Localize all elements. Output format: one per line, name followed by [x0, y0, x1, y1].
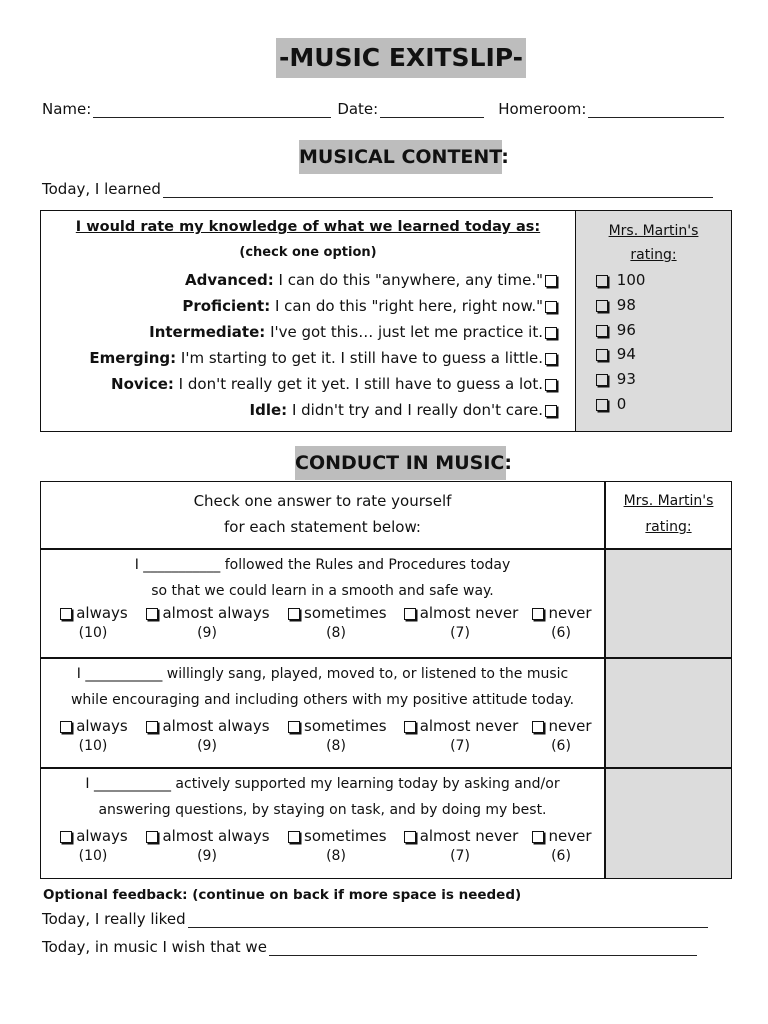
- option-always[interactable]: always (10): [56, 717, 130, 754]
- checkbox-icon[interactable]: [532, 608, 544, 620]
- level-idle[interactable]: Idle: I didn't try and I really don't care.: [250, 401, 561, 419]
- feedback-liked-field[interactable]: [188, 913, 708, 928]
- today-learned-row: [42, 180, 719, 198]
- feedback-wish-label: Today, in music I wish that we: [42, 938, 267, 956]
- level-advanced[interactable]: Advanced: I can do this "anywhere, any time.": [185, 271, 561, 289]
- page-title: -MUSIC EXITSLIP-: [276, 38, 526, 78]
- option-never[interactable]: never (6): [528, 604, 594, 641]
- level-emerging[interactable]: Emerging: I'm starting to get it. I still have to guess a little.: [89, 349, 561, 367]
- checkbox-icon[interactable]: [288, 608, 300, 620]
- checkbox-icon[interactable]: [532, 831, 544, 843]
- homeroom-field[interactable]: [588, 103, 724, 118]
- date-label: Date:: [337, 100, 379, 118]
- conduct-heading: CONDUCT IN MUSIC:: [295, 446, 506, 480]
- feedback-liked-row: [42, 910, 714, 928]
- checkbox-icon[interactable]: [596, 374, 608, 386]
- feedback-liked-label: Today, I really liked: [42, 910, 186, 928]
- score-option-98[interactable]: 98: [594, 296, 636, 314]
- checkbox-icon[interactable]: [60, 608, 72, 620]
- checkbox-icon[interactable]: [596, 300, 608, 312]
- knowledge-rating-panel: [41, 211, 575, 431]
- name-field[interactable]: [93, 103, 331, 118]
- checkbox-icon[interactable]: [288, 721, 300, 733]
- checkbox-icon[interactable]: [146, 831, 158, 843]
- table-divider: [604, 482, 606, 878]
- level-intermediate[interactable]: Intermediate: I've got this… just let me practice it.: [149, 323, 561, 341]
- option-sometimes[interactable]: sometimes (8): [286, 827, 386, 864]
- info-fields: [42, 100, 730, 118]
- option-never[interactable]: never (6): [528, 827, 594, 864]
- checkbox-icon[interactable]: [545, 301, 557, 313]
- option-almost-always[interactable]: almost always (9): [140, 604, 274, 641]
- score-option-94[interactable]: 94: [594, 345, 636, 363]
- checkbox-icon[interactable]: [545, 275, 557, 287]
- today-learned-field[interactable]: [163, 183, 713, 198]
- checkbox-icon[interactable]: [532, 721, 544, 733]
- row-divider: [41, 767, 731, 769]
- checkbox-icon[interactable]: [60, 721, 72, 733]
- checkbox-icon[interactable]: [545, 353, 557, 365]
- statement-2: I ___________ willingly sang, played, moved to, or listened to the music while encouraging and including others with my positive attitude today.: [70, 666, 575, 708]
- statement-1: I ___________ followed the Rules and Procedures today so that we could learn in a smooth and safe way.: [134, 557, 511, 599]
- feedback-wish-field[interactable]: [269, 941, 697, 956]
- option-almost-always[interactable]: almost always (9): [140, 717, 274, 754]
- option-sometimes[interactable]: sometimes (8): [286, 604, 386, 641]
- date-field[interactable]: [380, 103, 484, 118]
- score-option-93[interactable]: 93: [594, 370, 636, 388]
- score-option-0[interactable]: 0: [594, 395, 626, 413]
- today-learned-label: Today, I learned: [42, 180, 161, 198]
- row-divider: [41, 548, 731, 550]
- option-almost-always[interactable]: almost always (9): [140, 827, 274, 864]
- checkbox-icon[interactable]: [596, 399, 608, 411]
- level-proficient[interactable]: Proficient: I can do this "right here, right now.": [182, 297, 561, 315]
- checkbox-icon[interactable]: [596, 275, 608, 287]
- checkbox-icon[interactable]: [545, 327, 557, 339]
- checkbox-icon[interactable]: [146, 721, 158, 733]
- conduct-instructions: Check one answer to rate yourself for each statement below:: [193, 492, 452, 536]
- checkbox-icon[interactable]: [60, 831, 72, 843]
- checkbox-icon[interactable]: [545, 379, 557, 391]
- option-sometimes[interactable]: sometimes (8): [286, 717, 386, 754]
- knowledge-rating-note: (check one option): [239, 245, 377, 260]
- feedback-heading: Optional feedback: (continue on back if more space is needed): [43, 887, 522, 903]
- conduct-teacher-rating-heading: Mrs. Martin's rating:: [623, 493, 714, 535]
- checkbox-icon[interactable]: [404, 831, 416, 843]
- score-option-96[interactable]: 96: [594, 321, 636, 339]
- checkbox-icon[interactable]: [146, 608, 158, 620]
- name-label: Name:: [42, 100, 92, 118]
- option-almost-never[interactable]: almost never (7): [400, 717, 520, 754]
- conduct-rating-column: [605, 549, 731, 878]
- checkbox-icon[interactable]: [596, 325, 608, 337]
- option-always[interactable]: always (10): [56, 604, 130, 641]
- option-almost-never[interactable]: almost never (7): [400, 604, 520, 641]
- option-never[interactable]: never (6): [528, 717, 594, 754]
- checkbox-icon[interactable]: [404, 608, 416, 620]
- score-option-100[interactable]: 100: [594, 271, 645, 289]
- teacher-rating-column: [575, 211, 731, 431]
- level-novice[interactable]: Novice: I don't really get it yet. I still have to guess a lot.: [111, 375, 561, 393]
- checkbox-icon[interactable]: [545, 405, 557, 417]
- row-divider: [41, 657, 731, 659]
- option-almost-never[interactable]: almost never (7): [400, 827, 520, 864]
- feedback-wish-row: [42, 938, 703, 956]
- homeroom-label: Homeroom:: [498, 100, 587, 118]
- knowledge-rating-title: I would rate my knowledge of what we learned today as:: [75, 219, 541, 235]
- musical-content-heading: MUSICAL CONTENT:: [299, 140, 502, 174]
- statement-3: I ___________ actively supported my learning today by asking and/or answering questions, by staying on task, and by doing my best.: [85, 776, 560, 818]
- checkbox-icon[interactable]: [288, 831, 300, 843]
- option-always[interactable]: always (10): [56, 827, 130, 864]
- checkbox-icon[interactable]: [404, 721, 416, 733]
- checkbox-icon[interactable]: [596, 349, 608, 361]
- teacher-rating-heading: Mrs. Martin's rating:: [608, 223, 699, 263]
